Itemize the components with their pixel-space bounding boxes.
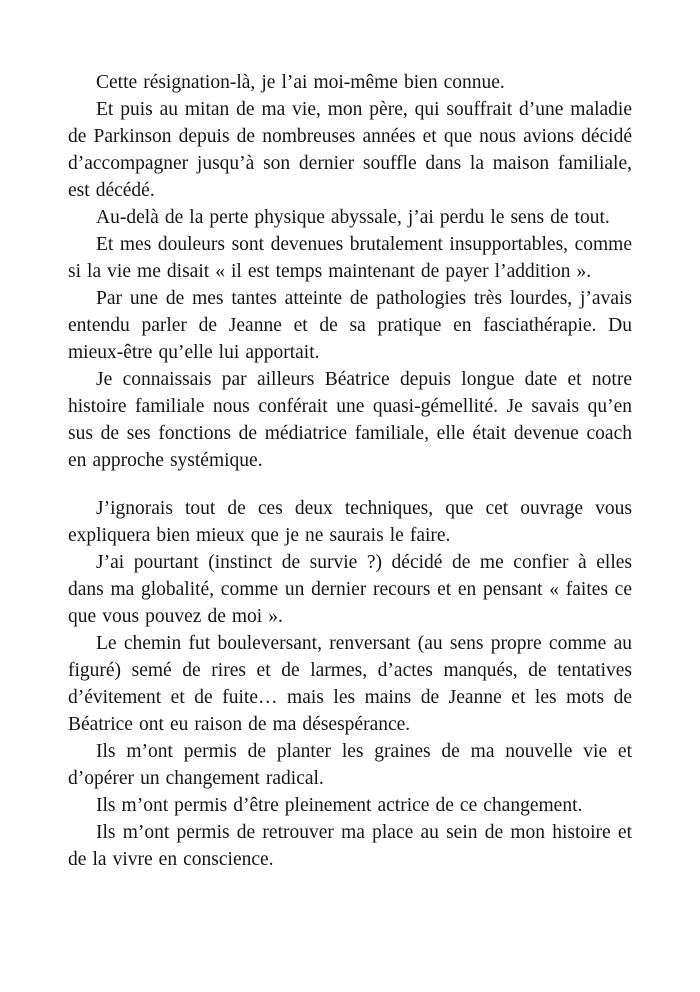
paragraph: Ils m’ont permis de retrouver ma place au sein de mon histoire et de la vivre en conscience.: [68, 822, 632, 870]
paragraph: Et mes douleurs sont devenues brutalement insupportables, comme si la vie me disait « il est temps maintenant de payer l’addition ».: [68, 234, 632, 282]
paragraph: Au-delà de la perte physique abyssale, j’ai perdu le sens de tout.: [96, 207, 610, 228]
paragraph: Cette résignation-là, je l’ai moi-même bien connue.: [96, 72, 505, 93]
paragraph: Le chemin fut bouleversant, renversant (au sens propre comme au figuré) semé de rires et de larmes, d’actes manqués, de tentatives d’évitement et de fuite… mais les mains de Jeanne et les mots de Béatrice ont eu raison de ma désespérance.: [68, 633, 632, 735]
paragraph: Ils m’ont permis d’être pleinement actrice de ce changement.: [96, 795, 583, 816]
paragraph: Ils m’ont permis de planter les graines de ma nouvelle vie et d’opérer un changement radical.: [68, 741, 632, 789]
paragraph: Par une de mes tantes atteinte de pathologies très lourdes, j’avais entendu parler de Jeanne et de sa pratique en fasciathérapie. Du mieux-être qu’elle lui apportait.: [68, 288, 632, 363]
paragraph: J’ai pourtant (instinct de survie ?) décidé de me confier à elles dans ma globalité, comme un dernier recours et en pensant « faites ce que vous pouvez de moi ».: [68, 552, 632, 627]
paragraph: Et puis au mitan de ma vie, mon père, qui souffrait d’une maladie de Parkinson depuis de nombreuses années et que nous avions décidé d’accompagner jusqu’à son dernier souffle dans la maison familiale, est décédé.: [68, 99, 632, 201]
paragraph: Je connaissais par ailleurs Béatrice depuis longue date et notre histoire familiale nous conférait une quasi-gémellité. Je savais qu’en sus de ses fonctions de médiatrice familiale, elle était devenue coach en approche systémique.: [68, 369, 632, 471]
paragraph-new-section: J’ignorais tout de ces deux techniques, que cet ouvrage vous expliquera bien mieux que je ne saurais le faire.: [68, 498, 632, 546]
